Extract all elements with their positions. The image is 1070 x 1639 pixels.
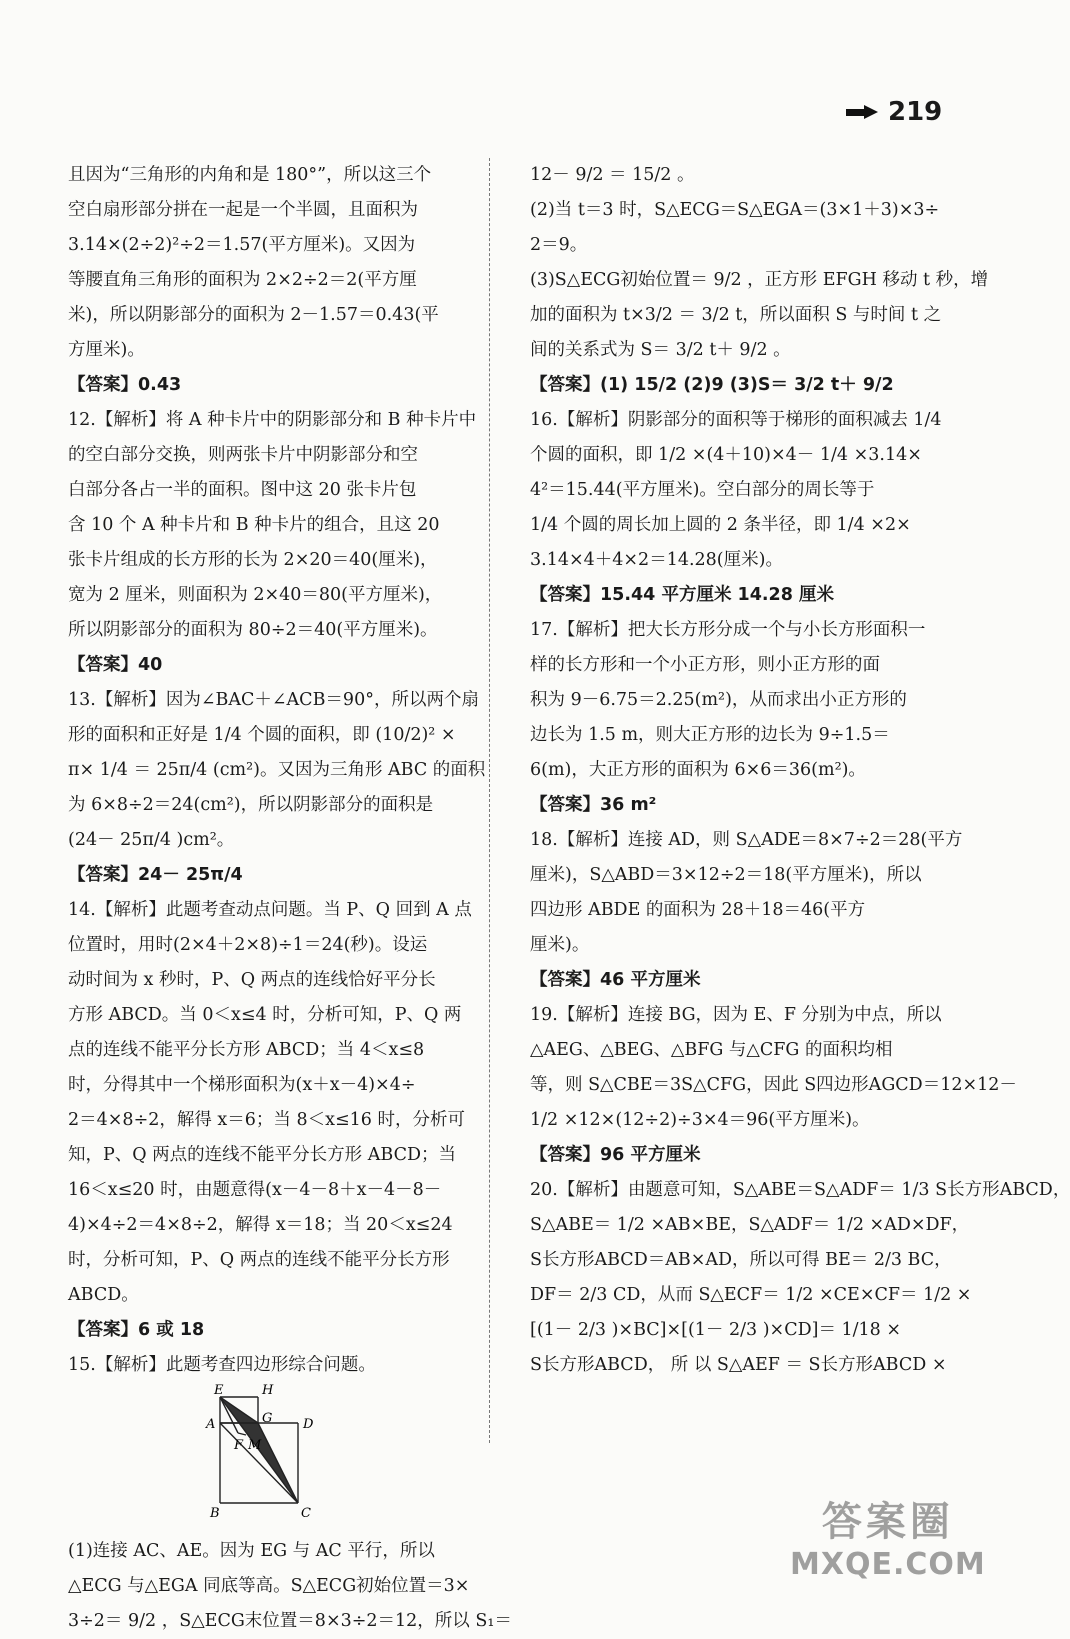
text-line: 4)×4÷2＝4×8÷2，解得 x＝18；当 20＜x≤24 (68, 1215, 453, 1235)
text-line: 时，分得其中一个梯形面积为(x＋x－4)×4÷ (68, 1075, 416, 1095)
text-line: 15.【解析】此题考查四边形综合问题。 (68, 1355, 376, 1375)
text-line: 【答案】6 或 18 (68, 1320, 205, 1340)
text-line: 19.【解析】连接 BG，因为 E、F 分别为中点，所以 (530, 1005, 942, 1025)
text-line: S长方形ABCD， 所 以 S△AEF ＝ S长方形ABCD × (530, 1355, 947, 1375)
figure-label: H (262, 1383, 274, 1398)
text-line: 样的长方形和一个小正方形，则小正方形的面 (530, 655, 880, 675)
left-column (68, 158, 512, 1639)
text-line: 13.【解析】因为∠BAC＋∠ACB＝90°，所以两个扇 (68, 690, 479, 710)
text-line: 知，P、Q 两点的连线不能平分长方形 ABCD；当 (68, 1145, 456, 1165)
text-line: (3)S△ECG初始位置＝ 9/2 ，正方形 EFGH 移动 t 秒，增 (530, 270, 989, 290)
text-line: 【答案】(1) 15/2 (2)9 (3)S＝ 3/2 t＋ 9/2 (530, 375, 894, 395)
text-line: 宽为 2 厘米，则面积为 2×40＝80(平方厘米)， (68, 585, 443, 605)
text-line: 空白扇形部分拼在一起是一个半圆，且面积为 (68, 200, 418, 220)
text-line: 形的面积和正好是 1/4 个圆的面积，即 (10/2)² × (68, 725, 456, 745)
text-line: 米)，所以阴影部分的面积为 2－1.57＝0.43(平 (68, 305, 439, 325)
text-line: 【答案】24－ 25π/4 (68, 865, 243, 885)
text-line: 位置时，用时(2×4＋2×8)÷1＝24(秒)。设运 (68, 935, 428, 955)
text-line: π× 1/4 ＝ 25π/4 (cm²)。又因为三角形 ABC 的面积 (68, 760, 486, 780)
figure-line (258, 1423, 298, 1503)
figure-label: M (248, 1438, 262, 1453)
text-line: 【答案】36 m² (530, 795, 657, 815)
text-line: S长方形ABCD＝AB×AD，所以可得 BE＝ 2/3 BC， (530, 1250, 952, 1270)
text-line: 方厘米)。 (68, 340, 145, 360)
text-line: 4²＝15.44(平方厘米)。空白部分的周长等于 (530, 480, 875, 500)
text-line: 6(m)，大正方形的面积为 6×6＝36(m²)。 (530, 760, 866, 780)
text-line: 为 6×8÷2＝24(cm²)，所以阴影部分的面积是 (68, 795, 434, 815)
figure-label: B (210, 1506, 220, 1521)
text-line: 的空白部分交换，则两张卡片中阴影部分和空 (68, 445, 418, 465)
text-line: 16＜x≤20 时，由题意得(x－4－8＋x－4－8－ (68, 1180, 442, 1200)
arrow-right-icon (846, 105, 880, 119)
figure-label: E (214, 1383, 224, 1398)
text-line: 加的面积为 t×3/2 ＝ 3/2 t，所以面积 S 与时间 t 之 (530, 305, 942, 325)
text-line: 【答案】40 (68, 655, 163, 675)
text-line: 厘米)，S△ABD＝3×12÷2＝18(平方厘米)，所以 (530, 865, 922, 885)
text-line: 【答案】46 平方厘米 (530, 970, 701, 990)
text-line: 等，则 S△CBE＝3S△CFG，因此 S四边形AGCD＝12×12－ (530, 1075, 1017, 1095)
text-line: ABCD。 (68, 1285, 139, 1305)
column-divider (489, 158, 490, 1443)
text-line: 等腰直角三角形的面积为 2×2÷2＝2(平方厘 (68, 270, 417, 290)
text-line: 1/2 ×12×(12÷2)÷3×4＝96(平方厘米)。 (530, 1110, 870, 1130)
text-line: 点的连线不能平分长方形 ABCD；当 4＜x≤8 (68, 1040, 425, 1060)
text-line: 含 10 个 A 种卡片和 B 种卡片的组合，且这 20 (68, 515, 440, 535)
text-line: 14.【解析】此题考查动点问题。当 P、Q 回到 A 点 (68, 900, 472, 920)
text-line: 方形 ABCD。当 0＜x≤4 时，分析可知，P、Q 两 (68, 1005, 462, 1025)
text-line: 1/4 个圆的周长加上圆的 2 条半径，即 1/4 ×2× (530, 515, 911, 535)
text-line: 积为 9－6.75＝2.25(m²)，从而求出小正方形的 (530, 690, 907, 710)
figure-label: G (262, 1411, 273, 1426)
text-line: △ECG 与△EGA 同底等高。S△ECG初始位置＝3× (68, 1576, 470, 1596)
text-line: 2＝9。 (530, 235, 588, 255)
text-line: 【答案】15.44 平方厘米 14.28 厘米 (530, 585, 834, 605)
text-line: 3÷2＝ 9/2 ，S△ECG末位置＝8×3÷2＝12，所以 S₁＝ (68, 1611, 512, 1631)
text-line: 所以阴影部分的面积为 80÷2＝40(平方厘米)。 (68, 620, 438, 640)
text-line: 18.【解析】连接 AD，则 S△ADE＝8×7÷2＝28(平方 (530, 830, 963, 850)
square-diagram (198, 1383, 328, 1521)
text-line: 3.14×4＋4×2＝14.28(厘米)。 (530, 550, 783, 570)
right-column (530, 158, 1070, 1383)
figure-line (238, 1433, 246, 1435)
text-line: △AEG、△BEG、△BFG 与△CFG 的面积均相 (530, 1040, 893, 1060)
page-number (846, 97, 942, 127)
watermark-logo-text: 答案圈 (821, 1499, 954, 1545)
text-line: 动时间为 x 秒时，P、Q 两点的连线恰好平分长 (68, 970, 436, 990)
text-line: (24－ 25π/4 )cm²。 (68, 830, 235, 850)
text-line: 边长为 1.5 m，则大正方形的边长为 9÷1.5＝ (530, 725, 890, 745)
text-line: 2＝4×8÷2，解得 x＝6；当 8＜x≤16 时，分析可 (68, 1110, 465, 1130)
text-line: 个圆的面积，即 1/2 ×(4＋10)×4－ 1/4 ×3.14× (530, 445, 922, 465)
text-line: 四边形 ABDE 的面积为 28＋18＝46(平方 (530, 900, 866, 920)
figure-label: C (301, 1506, 311, 1521)
text-line: 16.【解析】阴影部分的面积等于梯形的面积减去 1/4 (530, 410, 942, 430)
text-line: (2)当 t＝3 时，S△ECG＝S△EGA＝(3×1＋3)×3÷ (530, 200, 940, 220)
text-line: [(1－ 2/3 )×BC]×[(1－ 2/3 )×CD]＝ 1/18 × (530, 1320, 902, 1340)
text-line: 厘米)。 (530, 935, 590, 955)
text-line: 且因为“三角形的内角和是 180°”，所以这三个 (68, 165, 432, 185)
figure-label: D (303, 1417, 314, 1432)
text-line: DF＝ 2/3 CD，从而 S△ECF＝ 1/2 ×CE×CF＝ 1/2 × (530, 1285, 972, 1305)
text-line: 17.【解析】把大长方形分成一个与小长方形面积一 (530, 620, 926, 640)
text-line: 12－ 9/2 ＝ 15/2 。 (530, 165, 695, 185)
figure-label: A (206, 1417, 216, 1432)
text-line: S△ABE＝ 1/2 ×AB×BE，S△ADF＝ 1/2 ×AD×DF， (530, 1215, 970, 1235)
text-line: 时，分析可知，P、Q 两点的连线不能平分长方形 (68, 1250, 450, 1270)
watermark (790, 1490, 986, 1582)
text-line: 20.【解析】由题意可知，S△ABE＝S△ADF＝ 1/3 S长方形ABCD， (530, 1180, 1070, 1200)
text-line: 3.14×(2÷2)²÷2＝1.57(平方厘米)。又因为 (68, 235, 416, 255)
text-line: 间的关系式为 S＝ 3/2 t＋ 9/2 。 (530, 340, 791, 360)
text-line: 12.【解析】将 A 种卡片中的阴影部分和 B 种卡片中 (68, 410, 477, 430)
figure-label: F (234, 1438, 244, 1453)
watermark-url: MXQE.COM (790, 1547, 986, 1582)
text-line: 【答案】0.43 (68, 375, 182, 395)
text-line: 【答案】96 平方厘米 (530, 1145, 701, 1165)
text-line: (1)连接 AC、AE。因为 EG 与 AC 平行，所以 (68, 1541, 435, 1561)
text-line: 白部分各占一半的面积。图中这 20 张卡片包 (68, 480, 417, 500)
text-line: 张卡片组成的长方形的长为 2×20＝40(厘米)， (68, 550, 438, 570)
geometry-figure (198, 1385, 473, 1528)
page-number-text: 219 (888, 97, 943, 127)
